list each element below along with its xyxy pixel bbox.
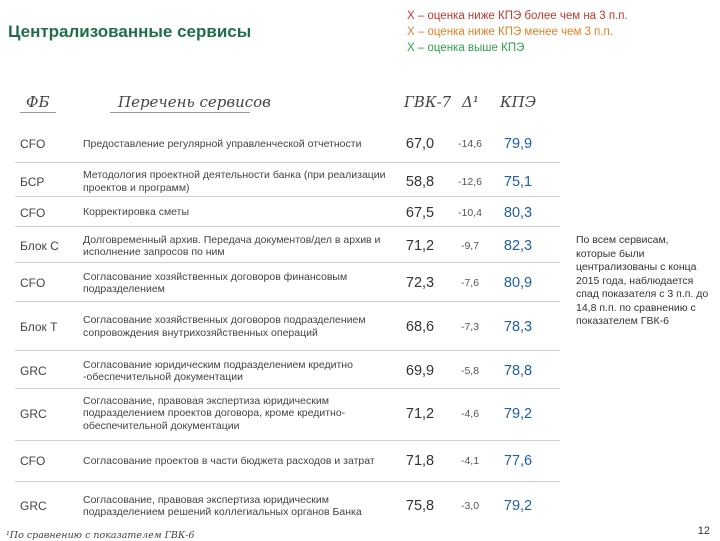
row-service: Согласование хозяйственных договоров финансовым подразделением (83, 270, 348, 295)
row-gvk-value: 58,8 (405, 173, 435, 190)
row-delta-value: -10,4 (458, 206, 482, 219)
row-kpe-value: 80,9 (503, 275, 533, 291)
table-row (0, 484, 560, 528)
row-divider (15, 388, 560, 389)
row-service: Долговременный архив. Передача документов/дел в архив и исполнение запросов по ним (83, 233, 381, 258)
row-divider (15, 262, 560, 263)
row-gvk-value: 71,2 (405, 238, 435, 254)
table-row (0, 126, 560, 162)
row-gvk-value: 67,5 (405, 204, 435, 221)
row-fb: GRC (20, 499, 47, 513)
row-service: Согласование, правовая экспертиза юридическим подразделением проектов договора, кроме кредитно-обеспечительной документации (83, 394, 346, 432)
row-divider (15, 440, 560, 441)
row-fb: CFO (20, 205, 46, 220)
row-divider (15, 481, 560, 482)
row-kpe-value: 80,3 (503, 204, 533, 221)
row-kpe-value: 78,8 (503, 363, 533, 379)
header-delta: Δ¹ (462, 93, 479, 111)
row-gvk-value: 67,0 (405, 136, 435, 152)
table-row (0, 391, 560, 436)
row-service: Согласование, правовая экспертиза юридическим подразделением решений коллегиальных органов Банка (83, 493, 362, 518)
row-kpe-value: 77,6 (503, 453, 533, 469)
legend-below-more-3: Х – оценка ниже КПЭ более чем на 3 п.п. (407, 10, 628, 22)
row-divider (15, 196, 560, 197)
row-fb: БСР (20, 174, 45, 189)
row-delta-value: -5,8 (460, 365, 480, 377)
row-delta-value: -14,6 (458, 138, 482, 150)
row-delta-value: -7,3 (460, 320, 480, 333)
table-row (0, 353, 560, 389)
row-delta-value: -4,6 (460, 407, 480, 420)
row-kpe-value: 79,2 (503, 498, 533, 514)
color-legend (407, 8, 628, 56)
row-fb: GRC (20, 364, 47, 378)
row-service: Согласование юридическим подразделением кредитно -обеспечительной документации (83, 358, 353, 383)
table-row (0, 304, 560, 349)
row-fb: Блок С (20, 239, 59, 253)
row-delta-value: -3,0 (460, 500, 480, 512)
row-service: Методология проектной деятельности банка (при реализации проектов и программ) (83, 169, 386, 194)
row-service: Предоставление регулярной управленческой отчетности (83, 137, 362, 150)
legend-below-less-3: Х – оценка ниже КПЭ менее чем 3 п.п. (407, 26, 613, 38)
row-gvk-value: 75,8 (405, 498, 435, 514)
table-row (0, 443, 560, 479)
header-services: Перечень сервисов (118, 93, 271, 111)
footnote: ¹По сравнению с показателем ГВК-6 (6, 530, 195, 541)
summary-note: По всем сервисам, которые были централизованы с конца 2015 года, наблюдается спад показателя с 3 п.п. до 14,8 п.п. по сравнению с показателем ГВК-6 (576, 234, 709, 327)
table-row (0, 165, 560, 198)
row-gvk-value: 72,3 (405, 275, 435, 291)
legend-above: Х – оценка выше КПЭ (407, 42, 525, 54)
row-gvk-value: 68,6 (405, 318, 435, 335)
row-service: Корректировка сметы (83, 206, 190, 218)
row-delta-value: -7,6 (460, 277, 480, 289)
page-number: 12 (697, 525, 710, 537)
header-kpe: КПЭ (500, 93, 537, 111)
row-gvk-value: 69,9 (405, 363, 435, 379)
row-service: Согласование проектов в части бюджета расходов и затрат (83, 454, 375, 467)
row-delta-value: -12,6 (458, 175, 482, 188)
row-service: Согласование хозяйственных договоров подразделением сопровождения внутрихозяйственных операций (83, 314, 366, 339)
table-row (0, 265, 560, 301)
row-kpe-value: 75,1 (503, 173, 533, 190)
row-gvk-value: 71,2 (405, 405, 435, 422)
table-row (0, 199, 560, 226)
row-fb: Блок Т (20, 319, 58, 334)
row-kpe-value: 82,3 (503, 238, 533, 254)
row-divider (15, 226, 560, 227)
row-kpe-value: 79,9 (503, 136, 533, 152)
row-gvk-value: 71,8 (405, 453, 435, 469)
header-gvk: ГВК-7 (404, 93, 452, 111)
header-services-underline (110, 112, 250, 113)
row-divider (15, 350, 560, 351)
row-fb: GRC (20, 406, 47, 421)
page-title: Централизованные сервисы (8, 22, 252, 41)
table-row (0, 229, 560, 263)
row-delta-value: -4,1 (460, 455, 480, 467)
row-divider (15, 301, 560, 302)
row-fb: CFO (20, 137, 46, 151)
header-fb: ФБ (26, 93, 50, 111)
header-fb-underline (20, 112, 56, 113)
row-divider (15, 162, 560, 163)
row-fb: CFO (20, 454, 46, 468)
row-delta-value: -9,7 (460, 240, 480, 252)
row-fb: CFO (20, 276, 46, 290)
row-kpe-value: 79,2 (503, 405, 533, 422)
row-kpe-value: 78,3 (503, 318, 533, 335)
